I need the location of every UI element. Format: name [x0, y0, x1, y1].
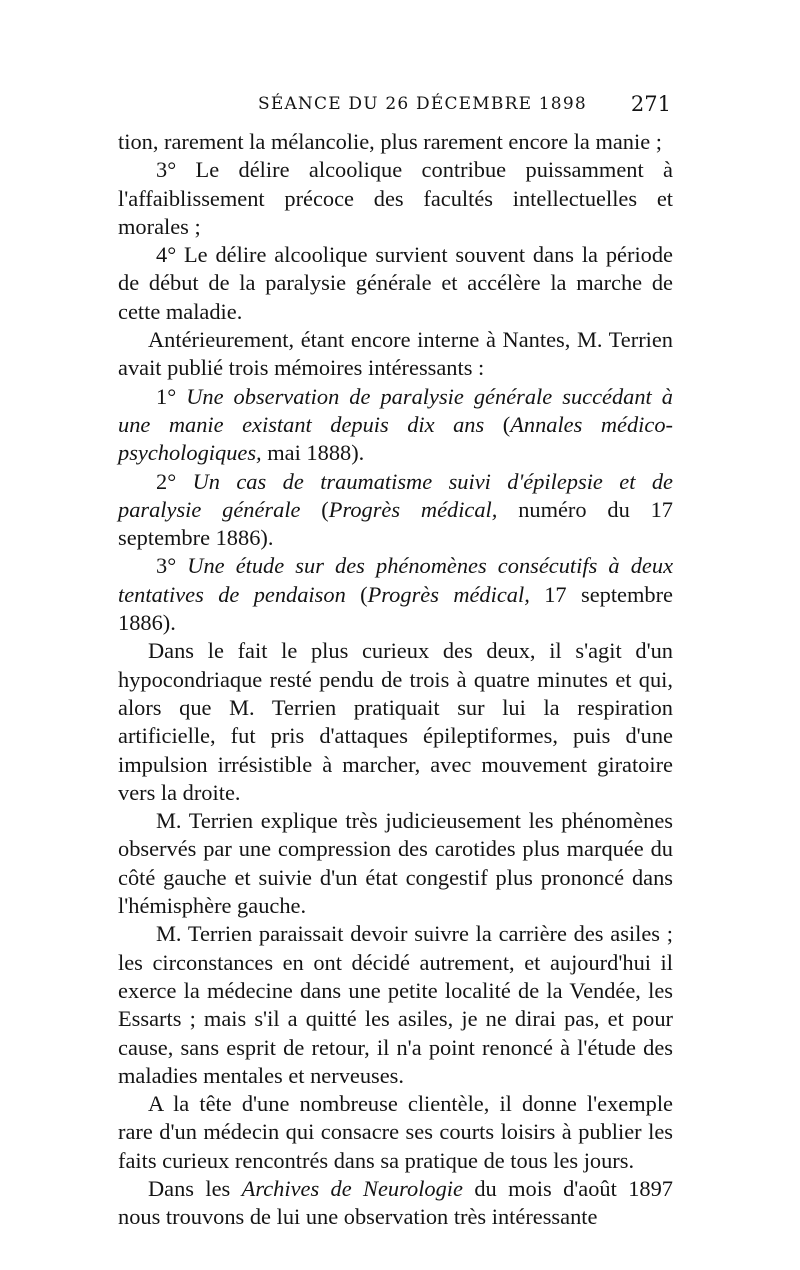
paragraph: [118, 326, 673, 383]
running-head: SÉANCE DU 26 DÉCEMBRE 1898: [258, 94, 587, 114]
paragraph: [118, 383, 673, 468]
text-segment: Antérieurement, étant encore interne à Nantes, M. Terrien avait publié trois mémoires intéressants :: [118, 327, 673, 381]
italic-text-segment: Une observation de paralysie générale succédant à une manie existant depuis dix ans: [118, 383, 674, 437]
page-number: 271: [630, 92, 671, 116]
text-segment: (: [345, 581, 368, 607]
body-text: [118, 128, 673, 1232]
paragraph: [118, 241, 673, 326]
italic-text-segment: Un cas de traumatisme suivi d'épilepsie et de paralysie générale: [118, 468, 673, 522]
paragraph: [118, 468, 673, 553]
text-segment: tion, rarement la mélancolie, plus rarement encore la manie ;: [118, 129, 662, 154]
paragraph: [118, 637, 673, 807]
italic-text-segment: Archives de Neurologie: [241, 1175, 463, 1201]
paragraph: [118, 156, 673, 241]
text-segment: A la tête d'une nombreuse clientèle, il donne l'exemple rare d'un médecin qui consacre ses courts loisirs à publier les faits curieux rencontrés dans sa pratique de tous les jours.: [118, 1091, 673, 1173]
text-segment: (: [484, 411, 511, 437]
text-segment: numéro du 17 septembre 1886).: [118, 496, 673, 551]
paragraph: [118, 920, 673, 1090]
text-segment: 3° Le délire alcoolique contribue puissamment à l'affaiblissement précoce des facultés intellectuelles et morales ;: [118, 157, 673, 239]
text-segment: 1°: [156, 383, 187, 409]
text-segment: 2°: [156, 468, 193, 494]
text-segment: 3°: [156, 553, 188, 579]
text-segment: 4° Le délire alcoolique survient souvent dans la période de début de la paralysie générale et accélère la marche de cette maladie.: [118, 242, 673, 324]
paragraph: [118, 807, 673, 920]
text-segment: M. Terrien explique très judicieusement les phénomènes observés par une compression des carotides plus marquée du côté gauche et suivie d'un état congestif plus prononcé dans l'hémisphère gauche.: [118, 808, 673, 919]
text-segment: (: [300, 496, 329, 522]
text-segment: mai 1888).: [261, 440, 365, 466]
book-page: [118, 94, 673, 1232]
paragraph: [118, 128, 673, 156]
italic-text-segment: Annales médico-psychologiques,: [118, 411, 673, 466]
italic-text-segment: Progrès médical,: [367, 581, 530, 607]
italic-text-segment: Une étude sur des phénomènes consécutifs à deux tentatives de pendaison: [118, 553, 674, 607]
text-segment: Dans le fait le plus curieux des deux, il s'agit d'un hypocondriaque resté pendu de trois à quatre minutes et qui, alors que M. Terrien pratiquait sur lui la respiration artificielle, fut pris d'attaques épileptiformes, puis d'une impulsion irrésistible à marcher, avec mouvement giratoire vers la droite.: [118, 638, 673, 805]
paragraph: [118, 552, 673, 637]
paragraph: [118, 1090, 673, 1175]
paragraph: [118, 1175, 673, 1232]
italic-text-segment: Progrès médical,: [328, 496, 498, 522]
text-segment: M. Terrien paraissait devoir suivre la carrière des asiles ; les circonstances en ont décidé autrement, et aujourd'hui il exerce la médecine dans une petite localité de la Vendée, les Essarts ; mais s'il a quitté les asiles, je ne dirai pas, et pour cause, sans esprit de retour, il n'a point renoncé à l'étude des maladies mentales et nerveuses.: [118, 921, 673, 1088]
text-segment: du mois d'août 1897 nous trouvons de lui une observation très intéressante: [118, 1175, 674, 1230]
text-segment: 17 septembre 1886).: [118, 581, 673, 636]
text-segment: Dans les: [148, 1175, 242, 1201]
page-header: [118, 94, 673, 128]
